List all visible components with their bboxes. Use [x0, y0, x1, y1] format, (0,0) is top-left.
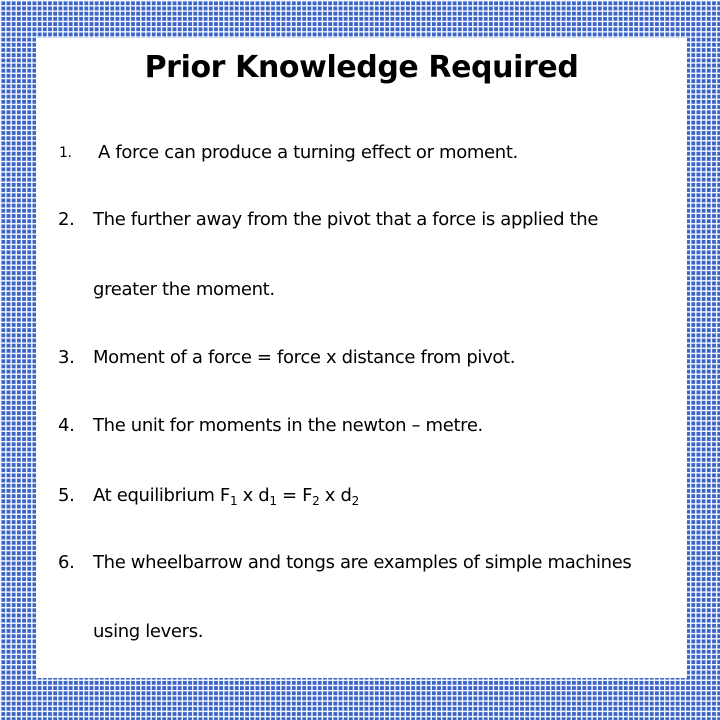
list-number: 4.: [58, 415, 75, 436]
equation-subscript: 1: [229, 494, 238, 508]
page-title: Prior Knowledge Required: [144, 50, 579, 85]
list-text: greater the moment.: [93, 279, 275, 300]
equation-part: = F: [276, 485, 313, 506]
list-text-equation: [93, 484, 359, 508]
list-text: A force can produce a turning effect or moment.: [98, 142, 518, 163]
list-number: 3.: [58, 347, 75, 368]
list-text: The wheelbarrow and tongs are examples of simple machines: [93, 552, 632, 573]
equation-part: x d: [319, 485, 352, 506]
list-text: The further away from the pivot that a force is applied the: [93, 209, 599, 230]
equation-subscript: 2: [351, 494, 359, 508]
list-text: The unit for moments in the newton – metre.: [93, 415, 483, 436]
equation-subscript: 1: [269, 494, 277, 508]
content-card: [36, 38, 687, 678]
equation-part: x d: [237, 485, 270, 506]
list-text: Moment of a force = force x distance from pivot.: [93, 347, 516, 368]
list-number: 5.: [58, 485, 75, 506]
list-number: 2.: [58, 209, 75, 230]
equation-subscript: 2: [312, 494, 320, 508]
list-text: using levers.: [93, 621, 204, 642]
list-number: 6.: [58, 552, 75, 573]
list-number: 1.: [59, 145, 72, 161]
equation-part: At equilibrium F: [93, 485, 230, 506]
